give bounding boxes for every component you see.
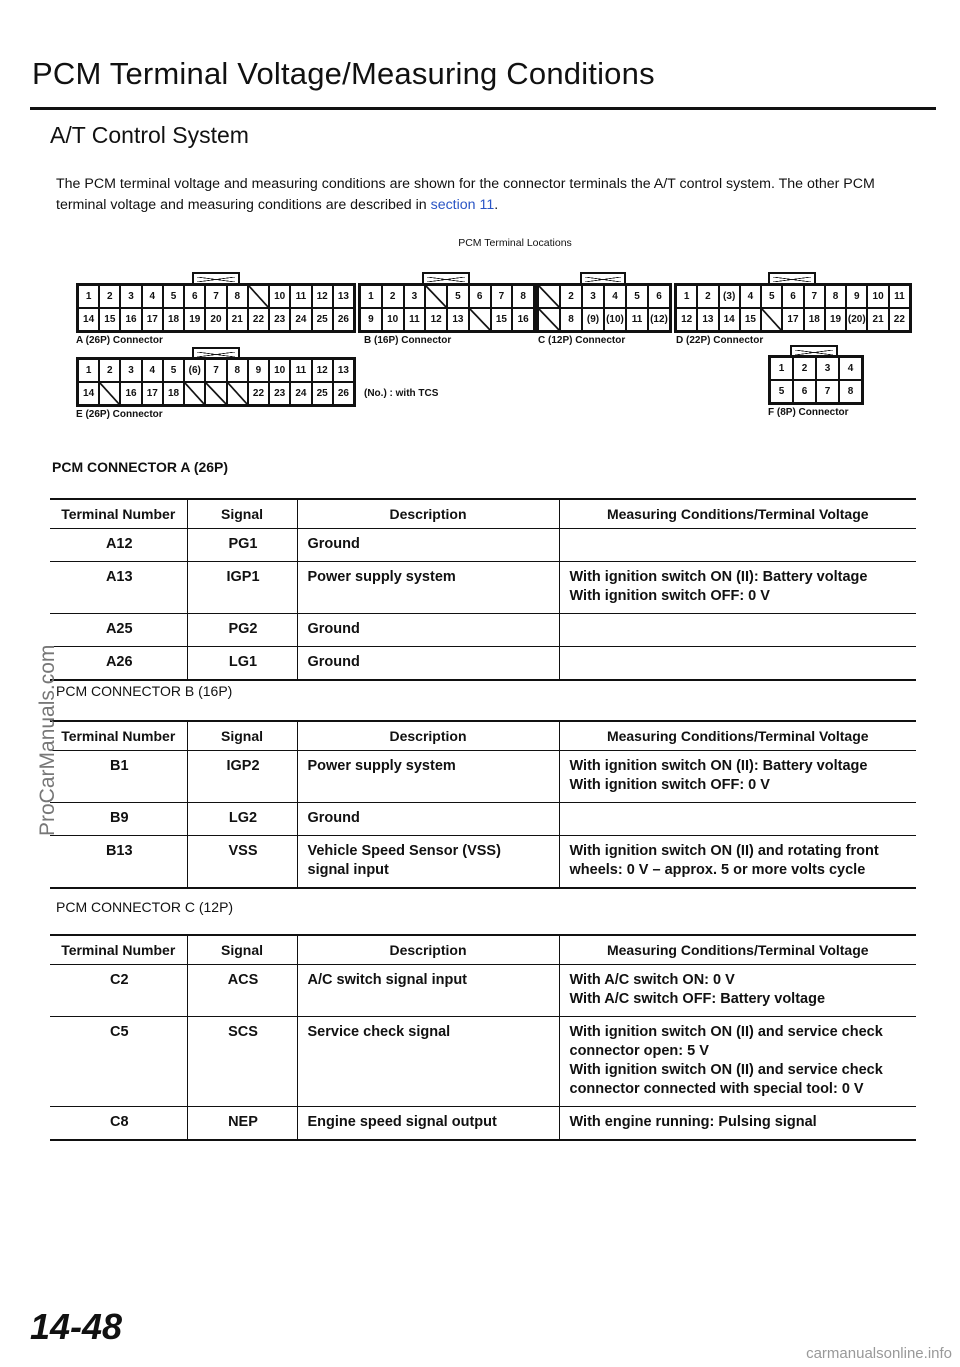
col-description: Description xyxy=(297,935,559,965)
unused-terminal xyxy=(205,382,226,405)
terminal-8: 8 xyxy=(839,380,862,403)
title-rule xyxy=(30,107,936,110)
terminal-17: 17 xyxy=(142,382,163,405)
intro-paragraph xyxy=(56,174,926,216)
terminal-19: 19 xyxy=(184,308,205,331)
col-measuring: Measuring Conditions/Terminal Voltage xyxy=(559,721,916,751)
col-description: Description xyxy=(297,721,559,751)
terminal-cell: A26 xyxy=(50,647,187,681)
terminal-4: 4 xyxy=(740,285,761,308)
terminal-9: (9) xyxy=(582,308,604,331)
connector-a-label: A (26P) Connector xyxy=(76,335,163,346)
col-signal: Signal xyxy=(187,721,297,751)
terminal-cell: B9 xyxy=(50,803,187,836)
terminal-4: 4 xyxy=(604,285,626,308)
col-signal: Signal xyxy=(187,499,297,529)
terminal-13: 13 xyxy=(333,285,354,308)
terminal-6: 6 xyxy=(793,380,816,403)
table-row xyxy=(50,562,916,614)
connector-a-table xyxy=(50,498,916,681)
terminal-26: 26 xyxy=(333,382,354,405)
terminal-1: 1 xyxy=(78,285,99,308)
terminal-9: 9 xyxy=(360,308,382,331)
col-description: Description xyxy=(297,499,559,529)
measuring-cell: With ignition switch ON (II) and rotating front wheels: 0 V – approx. 5 or more volts cycle xyxy=(559,836,916,889)
table-row xyxy=(50,751,916,803)
section-link[interactable]: section 11 xyxy=(430,197,495,213)
signal-cell: PG2 xyxy=(187,614,297,647)
terminal-8: 8 xyxy=(512,285,534,308)
terminal-15: 15 xyxy=(740,308,761,331)
terminal-5: 5 xyxy=(163,359,184,382)
terminal-1: 1 xyxy=(676,285,697,308)
terminal-25: 25 xyxy=(312,308,333,331)
unused-terminal xyxy=(248,285,269,308)
terminal-cell: C2 xyxy=(109,972,129,988)
terminal-6: 6 xyxy=(184,285,205,308)
description-cell: A/C switch signal input xyxy=(297,965,559,1017)
terminal-8: 8 xyxy=(825,285,846,308)
connector-c-table xyxy=(50,934,916,1141)
terminal-2: 2 xyxy=(793,357,816,380)
connector-c xyxy=(536,283,672,333)
footer-site: carmanualsonline.info xyxy=(806,1345,952,1362)
terminal-2: 2 xyxy=(382,285,404,308)
description-cell: Power supply system xyxy=(297,751,559,803)
col-measuring: Measuring Conditions/Terminal Voltage xyxy=(559,499,916,529)
page-number: 14-48 xyxy=(30,1306,123,1347)
measuring-cell xyxy=(559,647,916,681)
signal-cell: ACS xyxy=(187,965,297,1017)
measuring-cell xyxy=(559,803,916,836)
signal-cell: LG2 xyxy=(187,803,297,836)
terminal-10: 10 xyxy=(269,285,290,308)
terminal-cell: B13 xyxy=(50,836,187,889)
terminal-cell: A13 xyxy=(50,562,187,614)
terminal-24: 24 xyxy=(290,382,311,405)
unused-terminal xyxy=(184,382,205,405)
terminal-13: 13 xyxy=(447,308,469,331)
unused-terminal xyxy=(425,285,447,308)
terminal-3: 3 xyxy=(120,359,141,382)
terminal-20: (20) xyxy=(846,308,867,331)
description-cell: Ground xyxy=(297,803,559,836)
terminal-12: 12 xyxy=(425,308,447,331)
unused-terminal xyxy=(538,308,560,331)
terminal-12: 12 xyxy=(312,285,333,308)
connector-e xyxy=(76,357,356,407)
terminal-1: 1 xyxy=(78,359,99,382)
terminal-7: 7 xyxy=(491,285,513,308)
terminal-11: 11 xyxy=(290,359,311,382)
terminal-5: 5 xyxy=(761,285,782,308)
terminal-11: 11 xyxy=(889,285,910,308)
table-row xyxy=(50,614,916,647)
description-cell: Engine speed signal output xyxy=(297,1107,559,1141)
description-cell: Service check signal xyxy=(297,1017,559,1107)
signal-cell: VSS xyxy=(187,836,297,889)
signal-cell: SCS xyxy=(187,1017,297,1107)
col-terminal: Terminal Number xyxy=(50,499,187,529)
measuring-cell: With ignition switch ON (II) and service check connector open: 5 V With ignition switch ON (II) and service check connector connected with special tool: 0 V xyxy=(559,1017,916,1107)
table-row xyxy=(50,803,916,836)
connector-f-label: F (8P) Connector xyxy=(768,407,849,418)
description-cell: Vehicle Speed Sensor (VSS) signal input xyxy=(297,836,559,889)
terminal-1: 1 xyxy=(360,285,382,308)
terminal-16: 16 xyxy=(120,308,141,331)
terminal-13: 13 xyxy=(333,359,354,382)
terminal-16: 16 xyxy=(512,308,534,331)
terminal-12: 12 xyxy=(312,359,333,382)
description-cell: Ground xyxy=(297,614,559,647)
terminal-10: 10 xyxy=(382,308,404,331)
terminal-5: 5 xyxy=(626,285,648,308)
terminal-15: 15 xyxy=(491,308,513,331)
connector-b-label: B (16P) Connector xyxy=(364,335,452,346)
terminal-22: 22 xyxy=(248,382,269,405)
terminal-2: 2 xyxy=(99,359,120,382)
terminal-3: 3 xyxy=(816,357,839,380)
terminal-9: 9 xyxy=(846,285,867,308)
terminal-10: 10 xyxy=(867,285,888,308)
terminal-6: 6 xyxy=(469,285,491,308)
connector-d xyxy=(674,283,912,333)
terminal-3: 3 xyxy=(120,285,141,308)
terminal-5: 5 xyxy=(163,285,184,308)
terminal-5: 5 xyxy=(447,285,469,308)
terminal-2: 2 xyxy=(99,285,120,308)
terminal-14: 14 xyxy=(78,382,99,405)
terminal-4: 4 xyxy=(839,357,862,380)
terminal-23: 23 xyxy=(269,308,290,331)
terminal-cell: B1 xyxy=(109,758,129,774)
terminal-2: 2 xyxy=(560,285,582,308)
measuring-cell xyxy=(559,614,916,647)
measuring-cell: With A/C switch ON: 0 V With A/C switch OFF: Battery voltage xyxy=(559,965,916,1017)
locations-caption: PCM Terminal Locations xyxy=(458,237,572,249)
measuring-cell: With engine running: Pulsing signal xyxy=(559,1107,916,1141)
terminal-23: 23 xyxy=(269,382,290,405)
table-row xyxy=(50,836,916,889)
terminal-13: 13 xyxy=(697,308,718,331)
measuring-cell: With ignition switch ON (II): Battery voltage With ignition switch OFF: 0 V xyxy=(559,751,916,803)
intro-text-end: . xyxy=(494,197,499,213)
connector-c-label: C (12P) Connector xyxy=(538,335,626,346)
table-row xyxy=(50,965,916,1017)
section-title: A/T Control System xyxy=(50,122,249,148)
terminal-4: 4 xyxy=(142,285,163,308)
terminal-21: 21 xyxy=(227,308,248,331)
terminal-7: 7 xyxy=(816,380,839,403)
description-cell: Ground xyxy=(297,529,559,562)
table-row xyxy=(50,647,916,681)
col-signal: Signal xyxy=(187,935,297,965)
signal-cell: IGP1 xyxy=(187,562,297,614)
col-terminal: Terminal Number xyxy=(50,935,187,965)
terminal-8: 8 xyxy=(560,308,582,331)
terminal-17: 17 xyxy=(142,308,163,331)
terminal-26: 26 xyxy=(333,308,354,331)
terminal-12: (12) xyxy=(648,308,670,331)
terminal-6: 6 xyxy=(648,285,670,308)
unused-terminal xyxy=(538,285,560,308)
terminal-20: 20 xyxy=(205,308,226,331)
unused-terminal xyxy=(469,308,491,331)
measuring-cell: With ignition switch ON (II): Battery voltage With ignition switch OFF: 0 V xyxy=(559,562,916,614)
terminal-12: 12 xyxy=(676,308,697,331)
terminal-8: 8 xyxy=(227,359,248,382)
terminal-10: 10 xyxy=(269,359,290,382)
terminal-6: 6 xyxy=(782,285,803,308)
description-cell: Ground xyxy=(297,647,559,681)
terminal-3: (3) xyxy=(719,285,740,308)
table-row xyxy=(50,1017,916,1107)
signal-cell: LG1 xyxy=(187,647,297,681)
terminal-14: 14 xyxy=(78,308,99,331)
unused-terminal xyxy=(227,382,248,405)
terminal-24: 24 xyxy=(290,308,311,331)
connector-b-table xyxy=(50,720,916,889)
terminal-11: 11 xyxy=(290,285,311,308)
terminal-25: 25 xyxy=(312,382,333,405)
description-cell: Power supply system xyxy=(297,562,559,614)
signal-cell: PG1 xyxy=(187,529,297,562)
table-row xyxy=(50,1107,916,1141)
terminal-3: 3 xyxy=(582,285,604,308)
terminal-17: 17 xyxy=(782,308,803,331)
terminal-cell: C5 xyxy=(50,1017,187,1107)
unused-terminal xyxy=(99,382,120,405)
terminal-2: 2 xyxy=(697,285,718,308)
terminal-3: 3 xyxy=(404,285,426,308)
terminal-5: 5 xyxy=(770,380,793,403)
unused-terminal xyxy=(761,308,782,331)
terminal-7: 7 xyxy=(205,285,226,308)
terminal-7: 7 xyxy=(205,359,226,382)
terminal-11: 11 xyxy=(626,308,648,331)
terminal-18: 18 xyxy=(163,382,184,405)
tcs-note: (No.) : with TCS xyxy=(364,388,439,399)
page-title: PCM Terminal Voltage/Measuring Conditions xyxy=(32,56,655,91)
connector-d-label: D (22P) Connector xyxy=(676,335,764,346)
terminal-22: 22 xyxy=(248,308,269,331)
terminal-9: 9 xyxy=(248,359,269,382)
terminal-7: 7 xyxy=(804,285,825,308)
signal-cell: NEP xyxy=(187,1107,297,1141)
terminal-8: 8 xyxy=(227,285,248,308)
connector-c-heading: PCM CONNECTOR C (12P) xyxy=(56,899,234,915)
col-terminal: Terminal Number xyxy=(50,721,187,751)
terminal-11: 11 xyxy=(404,308,426,331)
terminal-19: 19 xyxy=(825,308,846,331)
terminal-10: (10) xyxy=(604,308,626,331)
terminal-18: 18 xyxy=(804,308,825,331)
terminal-6: (6) xyxy=(184,359,205,382)
terminal-cell: C8 xyxy=(50,1107,187,1141)
table-row xyxy=(50,529,916,562)
col-measuring: Measuring Conditions/Terminal Voltage xyxy=(559,935,916,965)
watermark: ProCarManuals.com xyxy=(36,644,59,836)
terminal-cell: A12 xyxy=(105,536,133,552)
intro-text: The PCM terminal voltage and measuring conditions are shown for the connector terminals the A/T control system. The other PCM terminal voltage and measuring conditions are described in xyxy=(56,176,875,213)
connector-b xyxy=(358,283,536,333)
connector-a xyxy=(76,283,356,333)
measuring-cell xyxy=(559,529,916,562)
terminal-15: 15 xyxy=(99,308,120,331)
connector-e-label: E (26P) Connector xyxy=(76,409,163,420)
terminal-16: 16 xyxy=(120,382,141,405)
terminal-22: 22 xyxy=(889,308,910,331)
connector-b-heading: PCM CONNECTOR B (16P) xyxy=(56,683,233,699)
terminal-1: 1 xyxy=(770,357,793,380)
terminal-14: 14 xyxy=(719,308,740,331)
terminal-cell: A25 xyxy=(50,614,187,647)
connector-a-heading: PCM CONNECTOR A (26P) xyxy=(52,459,229,475)
signal-cell: IGP2 xyxy=(187,751,297,803)
terminal-18: 18 xyxy=(163,308,184,331)
terminal-21: 21 xyxy=(867,308,888,331)
connector-f xyxy=(768,355,864,405)
terminal-4: 4 xyxy=(142,359,163,382)
